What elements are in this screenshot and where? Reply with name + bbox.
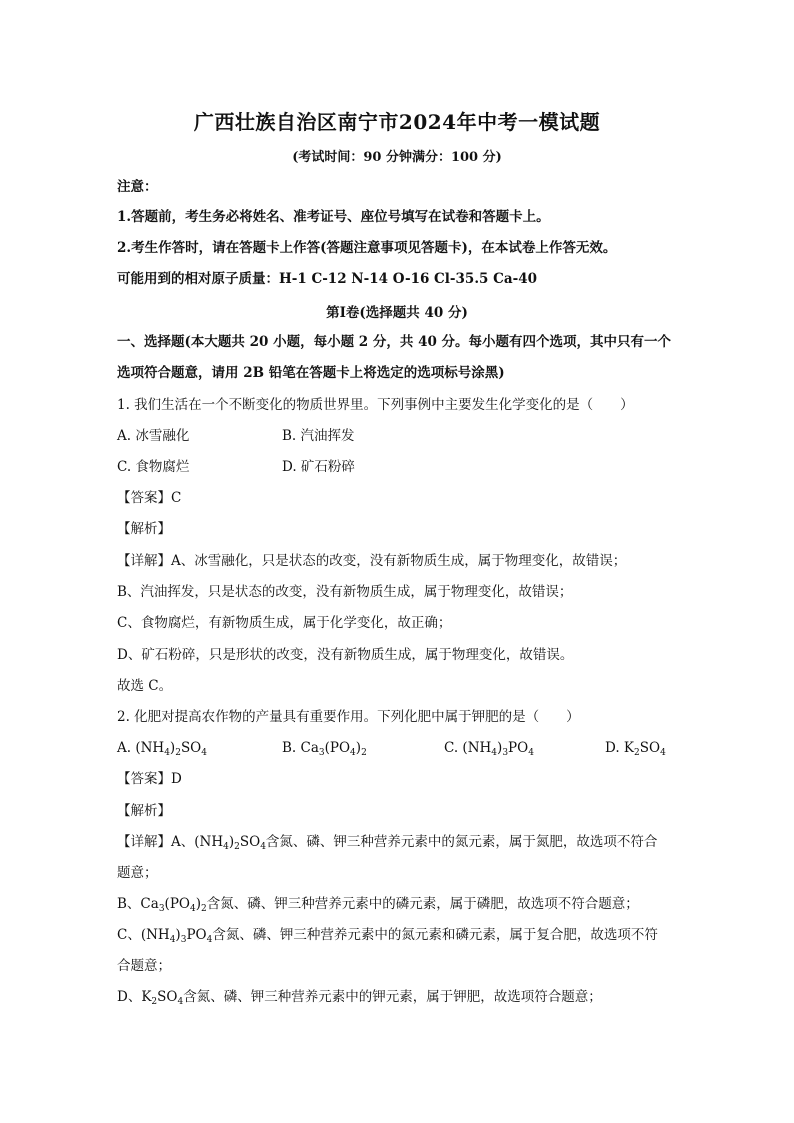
exam-time-note: (考试时间：90 分钟满分：100 分) xyxy=(292,150,502,165)
question-1-detail-d: D、矿石粉碎，只是形状的改变，没有新物质生成，属于物理变化，故错误。 xyxy=(117,647,574,663)
question-2-detail-d: D、$K_2SO_4$含氮、磷、钾三种营养元素中的钾元素，属于钾肥，故选项符合题意； xyxy=(117,989,602,1007)
question-1-detail-a: 【详解】A、冰雪融化，只是状态的改变，没有新物质生成，属于物理变化，故错误； xyxy=(117,553,627,569)
atomic-mass-note: 可能用到的相对原子质量：H-1 C-12 N-14 O-16 Cl-35.5 Ca-40 xyxy=(117,271,537,287)
question-1-detail-c: C、食物腐烂，有新物质生成，属于化学变化，故正确； xyxy=(117,615,452,631)
question-2-option-d: D. $K_2SO_4$ xyxy=(605,740,666,758)
notice-heading: 注意： xyxy=(117,179,158,195)
question-2-answer: 【答案】D xyxy=(117,771,182,787)
section-title: 第Ⅰ卷(选择题共 40 分) xyxy=(326,305,468,321)
question-1-conclusion: 故选 C。 xyxy=(117,678,173,694)
notice-item-1: 1.答题前，考生务必将姓名、准考证号、座位号填写在试卷和答题卡上。 xyxy=(117,209,550,225)
question-1-analysis-heading: 【解析】 xyxy=(117,521,171,537)
question-2-detail-a-cont: 题意； xyxy=(117,865,158,881)
section-instructions-2: 选项符合题意，请用 2B 铅笔在答题卡上将选定的选项标号涂黑) xyxy=(117,365,505,381)
section-instructions-1: 一、选择题(本大题共 20 小题，每小题 2 分，共 40 分。每小题有四个选项，其中只有一个 xyxy=(117,334,672,350)
question-1-detail-b: B、汽油挥发，只是状态的改变，没有新物质生成，属于物理变化，故错误； xyxy=(117,584,573,600)
question-1-option-b: B. 汽油挥发 xyxy=(282,428,355,444)
question-2-detail-b: B、$Ca_3(PO_4)_2$含氮、磷、钾三种营养元素中的磷元素，属于磷肥，故选项不符合题意； xyxy=(117,896,639,914)
question-1-answer: 【答案】C xyxy=(117,490,182,506)
question-1-stem: 1. 我们生活在一个不断变化的物质世界里。下列事例中主要发生化学变化的是（ ） xyxy=(117,397,634,413)
question-2-stem: 2. 化肥对提高农作物的产量具有重要作用。下列化肥中属于钾肥的是（ ） xyxy=(117,709,580,725)
question-2-option-c: C. $(NH_4)_3PO_4$ xyxy=(444,740,534,758)
question-1-option-d: D. 矿石粉碎 xyxy=(282,459,355,475)
question-2-analysis-heading: 【解析】 xyxy=(117,803,171,819)
question-1-option-c: C. 食物腐烂 xyxy=(117,459,190,475)
page-title: 广西壮族自治区南宁市2024年中考一模试题 xyxy=(193,110,601,134)
question-2-detail-c-cont: 合题意； xyxy=(117,958,171,974)
question-2-detail-c: C、$(NH_4)_3PO_4$含氮、磷、钾三种营养元素中的氮元素和磷元素，属于复合肥，故选项不符 xyxy=(117,927,658,945)
notice-item-2: 2.考生作答时，请在答题卡上作答(答题注意事项见答题卡)，在本试卷上作答无效。 xyxy=(117,240,617,256)
question-1-option-a: A. 冰雪融化 xyxy=(117,428,190,444)
question-2-option-b: B. $Ca_3(PO_4)_2$ xyxy=(282,740,367,758)
question-2-detail-a: 【详解】A、$(NH_4)_2SO_4$含氮、磷、钾三种营养元素中的氮元素，属于氮肥，故选项不符合 xyxy=(117,834,658,852)
question-2-option-a: A. $(NH_4)_2SO_4$ xyxy=(117,740,207,758)
